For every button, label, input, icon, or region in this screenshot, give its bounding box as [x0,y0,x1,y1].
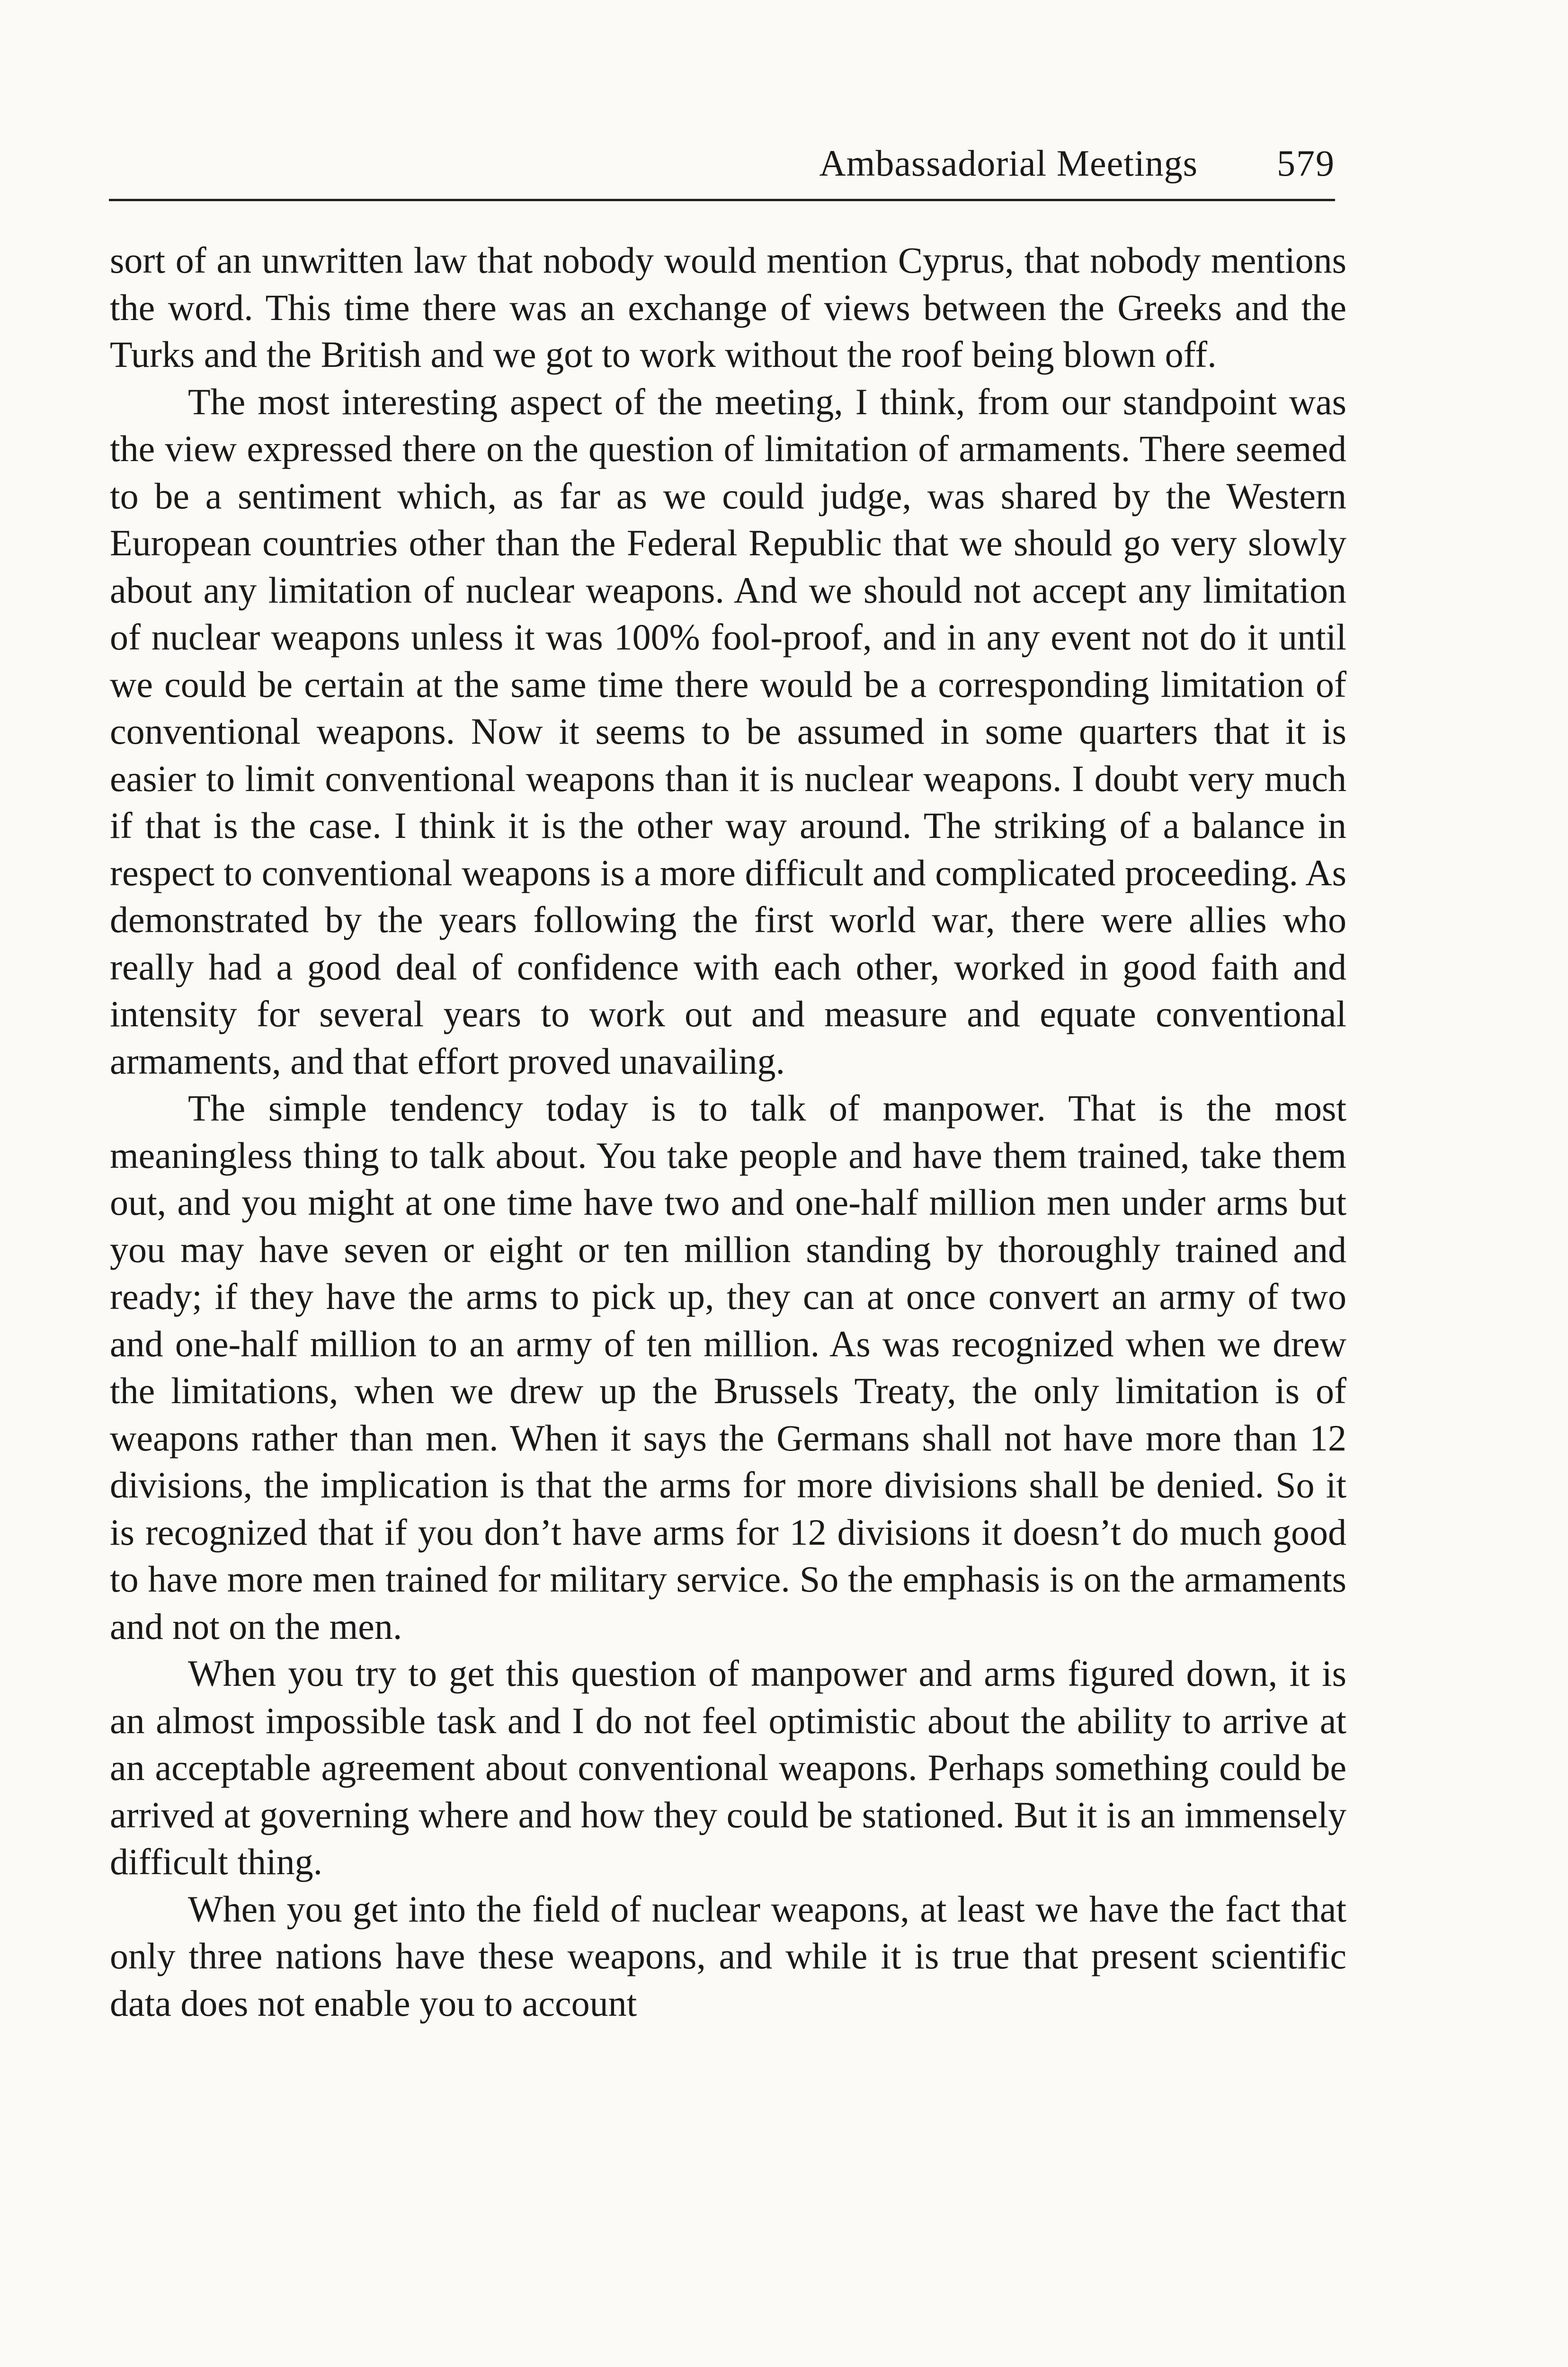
page-number: 579 [1277,142,1335,184]
running-title: Ambassadorial Meetings [819,142,1198,184]
paragraph: When you try to get this question of manpower and arms figured down, it is an almost impossible task and I do not feel optimistic about the ability to arrive at an acceptable agreement about conventional weapons. Perhaps something could be arrived at governing where and how they could be stationed. But it is an immensely difficult thing. [110,1653,1346,1882]
running-head [109,133,1335,201]
paragraph-continued: sort of an unwritten law that nobody would mention Cyprus, that nobody mentions the word. This time there was an exchange of views between the Greeks and the Turks and the British and we got to work without the roof being blown off. [110,240,1346,375]
paragraph: The simple tendency today is to talk of manpower. That is the most meaningless thing to talk about. You take people and have them trained, take them out, and you might at one time have two and one-half million men under arms but you may have seven or eight or ten million standing by thoroughly trained and ready; if they have the arms to pick up, they can at once convert an army of two and one-half million to an army of ten million. As was recognized when we drew the limitations, when we drew up the Brussels Treaty, the only limitation is of weapons rather than men. When it says the Germans shall not have more than 12 divisions, the implication is that the arms for more divisions shall be denied. So it is recognized that if you don’t have arms for 12 divisions it doesn’t do much good to have more men trained for military service. So the emphasis is on the armaments and not on the men. [110,1087,1346,1647]
body-text [110,237,1346,2027]
paragraph: The most interesting aspect of the meeting, I think, from our standpoint was the view expressed there on the question of limitation of armaments. There seemed to be a sentiment which, as far as we could judge, was shared by the Western European countries other than the Federal Republic that we should go very slowly about any limitation of nuclear weapons. And we should not accept any limitation of nuclear weapons unless it was 100% fool-proof, and in any event not do it until we could be certain at the same time there would be a corresponding limitation of conventional weapons. Now it seems to be assumed in some quarters that it is easier to limit conventional weapons than it is nuclear weapons. I doubt very much if that is the case. I think it is the other way around. The striking of a balance in respect to conventional weapons is a more difficult and complicated proceeding. As demonstrated by the years following the first world war, there were allies who really had a good deal of confidence with each other, worked in good faith and intensity for several years to work out and measure and equate conventional armaments, and that effort proved unavailing. [110,381,1346,1082]
paragraph: When you get into the field of nuclear weapons, at least we have the fact that only three nations have these weapons, and while it is true that present scientific data does not enable you to account [110,1888,1346,2024]
